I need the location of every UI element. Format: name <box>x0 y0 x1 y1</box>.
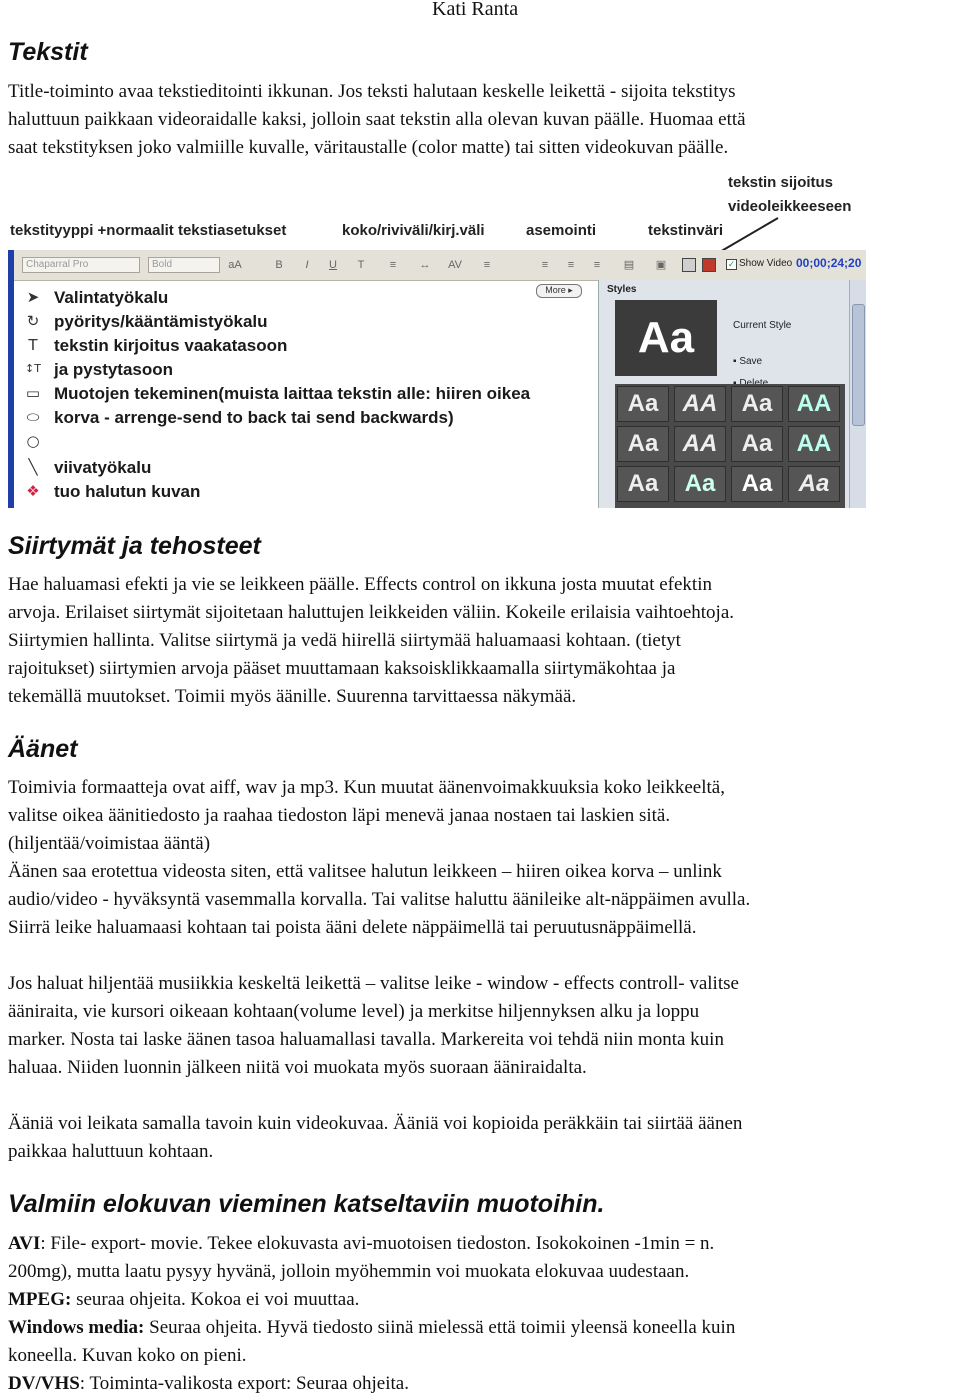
callout-asemointi: asemointi <box>526 222 597 239</box>
styles-panel <box>598 280 866 508</box>
font-style-select[interactable]: Bold <box>148 257 220 273</box>
kerning-icon[interactable]: ↔ <box>419 259 431 271</box>
save-style-button[interactable] <box>733 356 762 367</box>
tool-label: tekstin kirjoitus vaakatasoon <box>54 336 288 355</box>
style-swatch[interactable]: Aa <box>617 466 669 502</box>
text-color-swatch[interactable] <box>682 258 696 272</box>
rotate-icon[interactable]: ↻ <box>26 312 40 330</box>
paragraph-line: haluaa. Niiden luonnin jälkeen niitä voi muokata myös suoraan ääniraidalta. <box>8 1057 587 1078</box>
heading-valmiin: Valmiin elokuvan vieminen katseltaviin muotoihin. <box>8 1190 605 1218</box>
line-icon[interactable]: ╲ <box>28 458 38 476</box>
align-center-icon[interactable]: ≡ <box>567 259 575 271</box>
tool-label: korva - arrenge-send to back tai send backwards) <box>54 408 454 427</box>
tool-label: pyöritys/kääntämistyökalu <box>54 312 268 331</box>
tool-label: Muotojen tekeminen(muista laittaa tekstin alle: hiiren oikea <box>54 384 531 403</box>
tool-label: Valintatyökalu <box>54 288 169 307</box>
paragraph-line: saat tekstityksen joko valmiille kuvalle, väritaustalle (color matte) tai sitten videokuvan päälle. <box>8 137 729 158</box>
title-designer-figure <box>0 166 870 510</box>
save-label: Save <box>739 356 763 367</box>
style-swatch[interactable]: AA <box>788 426 840 462</box>
bold-icon[interactable]: B <box>275 259 283 271</box>
heading-aanet: Äänet <box>8 735 78 763</box>
title-designer-window <box>8 250 866 508</box>
paragraph-siirtymat <box>8 571 960 711</box>
mpeg-text: seuraa ohjeita. Kokoa ei voi muuttaa. <box>71 1289 360 1310</box>
timecode[interactable]: 00;00;24;20 <box>796 256 862 270</box>
rectangle-icon[interactable]: ▭ <box>25 384 41 402</box>
paragraph-line: Toimivia formaatteja ovat aiff, wav ja mp3. Kun muutat äänenvoimakkuuksia koko leikkeeltä, <box>8 777 725 798</box>
avi-term: AVI <box>8 1233 41 1254</box>
paragraph-line: marker. Nosta tai laske äänen tasoa haluamallasi tavalla. Markereita voi tehdä niin monta kuin <box>8 1029 724 1050</box>
dv-text: : Toiminta-valikosta export: Seuraa ohjeita. <box>79 1373 409 1394</box>
font-size-icon[interactable]: aA <box>228 259 242 271</box>
font-family-select[interactable]: Chaparral Pro <box>22 257 140 273</box>
paragraph-line: arvoja. Erilaiset siirtymät sijoitetaan haluttujen leikkeiden väliin. Kokeile erilaisia vaihtoehtoja. <box>8 602 734 623</box>
paragraph-line: Siirtymien hallinta. Valitse siirtymä ja vedä hiirellä siirtymää haluamaasi kohtaan. (tietyt <box>8 630 681 651</box>
callout-tekstityyppi: tekstityyppi +normaalit tekstiasetukset <box>10 222 287 239</box>
paragraph-aanet-3 <box>8 1110 960 1166</box>
baseline-icon[interactable]: ≡ <box>483 259 491 271</box>
paragraph-line: (hiljentää/voimistaa ääntä) <box>8 833 211 854</box>
show-video-checkbox[interactable] <box>726 258 792 270</box>
style-swatch[interactable]: Aa <box>674 466 726 502</box>
size-value-icon[interactable]: T <box>357 259 365 271</box>
tool-label: viivatyökalu <box>54 458 152 477</box>
style-swatch[interactable]: AA <box>674 386 726 422</box>
align-left-icon[interactable]: ≡ <box>541 259 549 271</box>
text-color-red-swatch[interactable] <box>702 258 716 272</box>
underline-icon[interactable]: U <box>329 259 337 271</box>
paragraph-aanet-2 <box>8 970 960 1082</box>
paragraph-line: Jos haluat hiljentää musiikkia keskeltä leikettä – valitse leike - window - effects controll- valitse <box>8 973 739 994</box>
paragraph-line: audio/video - hyväksyntä vasemmalla korvalla. Tai valitse haluttu äänileike alt-näppäimen avulla. <box>8 889 751 910</box>
paragraph-line: ääniraita, vie kursori oikeaan kohtaan(volume level) ja merkitse hiljennyksen alku ja loppu <box>8 1001 700 1022</box>
italic-icon[interactable]: I <box>305 259 309 271</box>
leading-icon[interactable]: ≡ <box>389 259 397 271</box>
style-swatch[interactable]: Aa <box>731 466 783 502</box>
tool-label: tuo halutun kuvan <box>54 482 201 501</box>
show-video-label: Show Video <box>739 258 793 269</box>
arrow-icon[interactable]: ➤ <box>26 288 40 306</box>
styles-scrollbar[interactable] <box>849 280 866 508</box>
paragraph-line: Title-toiminto avaa tekstieditointi ikkunan. Jos teksti halutaan keskelle leikettä - sijoita tekstitys <box>8 81 736 102</box>
vertical-type-icon[interactable]: ↕T <box>25 362 41 375</box>
callout-tekstinvari: tekstinväri <box>648 222 724 239</box>
wm-term: Windows media: <box>8 1317 145 1338</box>
wm-line <box>8 1314 960 1342</box>
style-swatch[interactable]: Aa <box>788 466 840 502</box>
scrollbar-thumb[interactable] <box>852 304 865 426</box>
checkbox-check-icon[interactable]: ✓ <box>727 259 736 269</box>
tracking-icon[interactable]: AV <box>448 259 462 271</box>
mpeg-line <box>8 1286 960 1314</box>
template-icon[interactable]: ▣ <box>655 259 667 271</box>
ellipse-icon[interactable]: ○ <box>26 432 40 450</box>
paragraph-line: paikkaa haluttuun kohtaan. <box>8 1141 214 1162</box>
style-swatch[interactable]: Aa <box>731 426 783 462</box>
paragraph-export-formats <box>8 1230 960 1398</box>
author-name: Kati Ranta <box>432 0 519 20</box>
style-swatch[interactable]: Aa <box>617 386 669 422</box>
more-button[interactable]: More ▸ <box>536 284 582 298</box>
wm-text: Seuraa ohjeita. Hyvä tiedosto siinä mielessä että toimii yleensä koneella kuin <box>144 1317 736 1338</box>
dv-term: DV/VHS <box>8 1373 80 1394</box>
paragraph-line: Hae haluamasi efekti ja vie se leikkeen päälle. Effects control on ikkuna josta muutat efektin <box>8 574 712 595</box>
tab-stops-icon[interactable]: ▤ <box>623 259 635 271</box>
callout-videoleikkeeseen: videoleikkeeseen <box>728 198 852 215</box>
dv-line <box>8 1370 960 1398</box>
tool-label: ja pystytasoon <box>54 360 174 379</box>
paragraph-line: Äänen saa erotettua videosta siten, että valitsee halutun leikkeen – hiiren oikea korva – unlink <box>8 861 722 882</box>
styles-title: Styles <box>607 284 637 295</box>
current-style-label: Current Style <box>733 320 792 331</box>
save-icon: ▪ <box>733 356 740 367</box>
avi-text: : File- export- movie. Tekee elokuvasta avi-muotoisen tiedoston. Isokokoinen -1min = n. <box>40 1233 715 1254</box>
heading-siirtymat: Siirtymät ja tehosteet <box>8 532 261 560</box>
avi-line <box>8 1230 960 1258</box>
style-swatch[interactable]: Aa <box>731 386 783 422</box>
paragraph-line: rajoitukset) siirtymien arvoja pääset muuttamaan kaksoisklikkaamalla siirtymäkohtaa ja <box>8 658 676 679</box>
mpeg-term: MPEG: <box>8 1289 72 1310</box>
rounded-rect-icon[interactable]: ⬭ <box>26 408 40 426</box>
paragraph-tekstit <box>8 78 960 162</box>
paragraph-line: Siirrä leike haluamaasi kohtaan tai poista ääni delete näppäimellä tai peruutusnäppäimellä. <box>8 917 697 938</box>
paragraph-line: haluttuun paikkaan videoraidalle kaksi, jolloin saat tekstin alla olevan kuvan päälle. Huomaa että <box>8 109 746 130</box>
avi-line-2: 200mg), mutta laatu pysyy hyvänä, jolloin myöhemmin voi muokata elokuvaa uudestaan. <box>8 1261 690 1282</box>
type-icon[interactable]: T <box>28 336 38 354</box>
style-swatch[interactable]: Aa <box>617 426 669 462</box>
heading-tekstit: Tekstit <box>8 38 88 66</box>
paragraph-line: Ääniä voi leikata samalla tavoin kuin videokuvaa. Ääniä voi kopioida peräkkäin tai siirtää äänen <box>8 1113 743 1134</box>
style-swatch[interactable]: AA <box>674 426 726 462</box>
title-toolbar <box>14 250 866 281</box>
logo-icon[interactable]: ❖ <box>26 482 40 500</box>
paragraph-line: valitse oikea äänitiedosto ja raahaa tiedoston läpi menevä janaa nostaen tai laskien sitä. <box>8 805 671 826</box>
style-swatch[interactable]: AA <box>788 386 840 422</box>
paragraph-aanet-1 <box>8 774 960 942</box>
align-right-icon[interactable]: ≡ <box>593 259 601 271</box>
style-grid <box>615 384 845 508</box>
wm-line-2: koneella. Kuvan koko on pieni. <box>8 1345 247 1366</box>
callout-tekstin-sijoitus: tekstin sijoitus <box>728 174 834 191</box>
paragraph-line: tekemällä muutokset. Toimii myös äänille. Suurenna tarvittaessa näkymää. <box>8 686 577 707</box>
callout-koko: koko/riviväli/kirj.väli <box>342 222 485 239</box>
style-preview: Aa <box>615 300 717 376</box>
